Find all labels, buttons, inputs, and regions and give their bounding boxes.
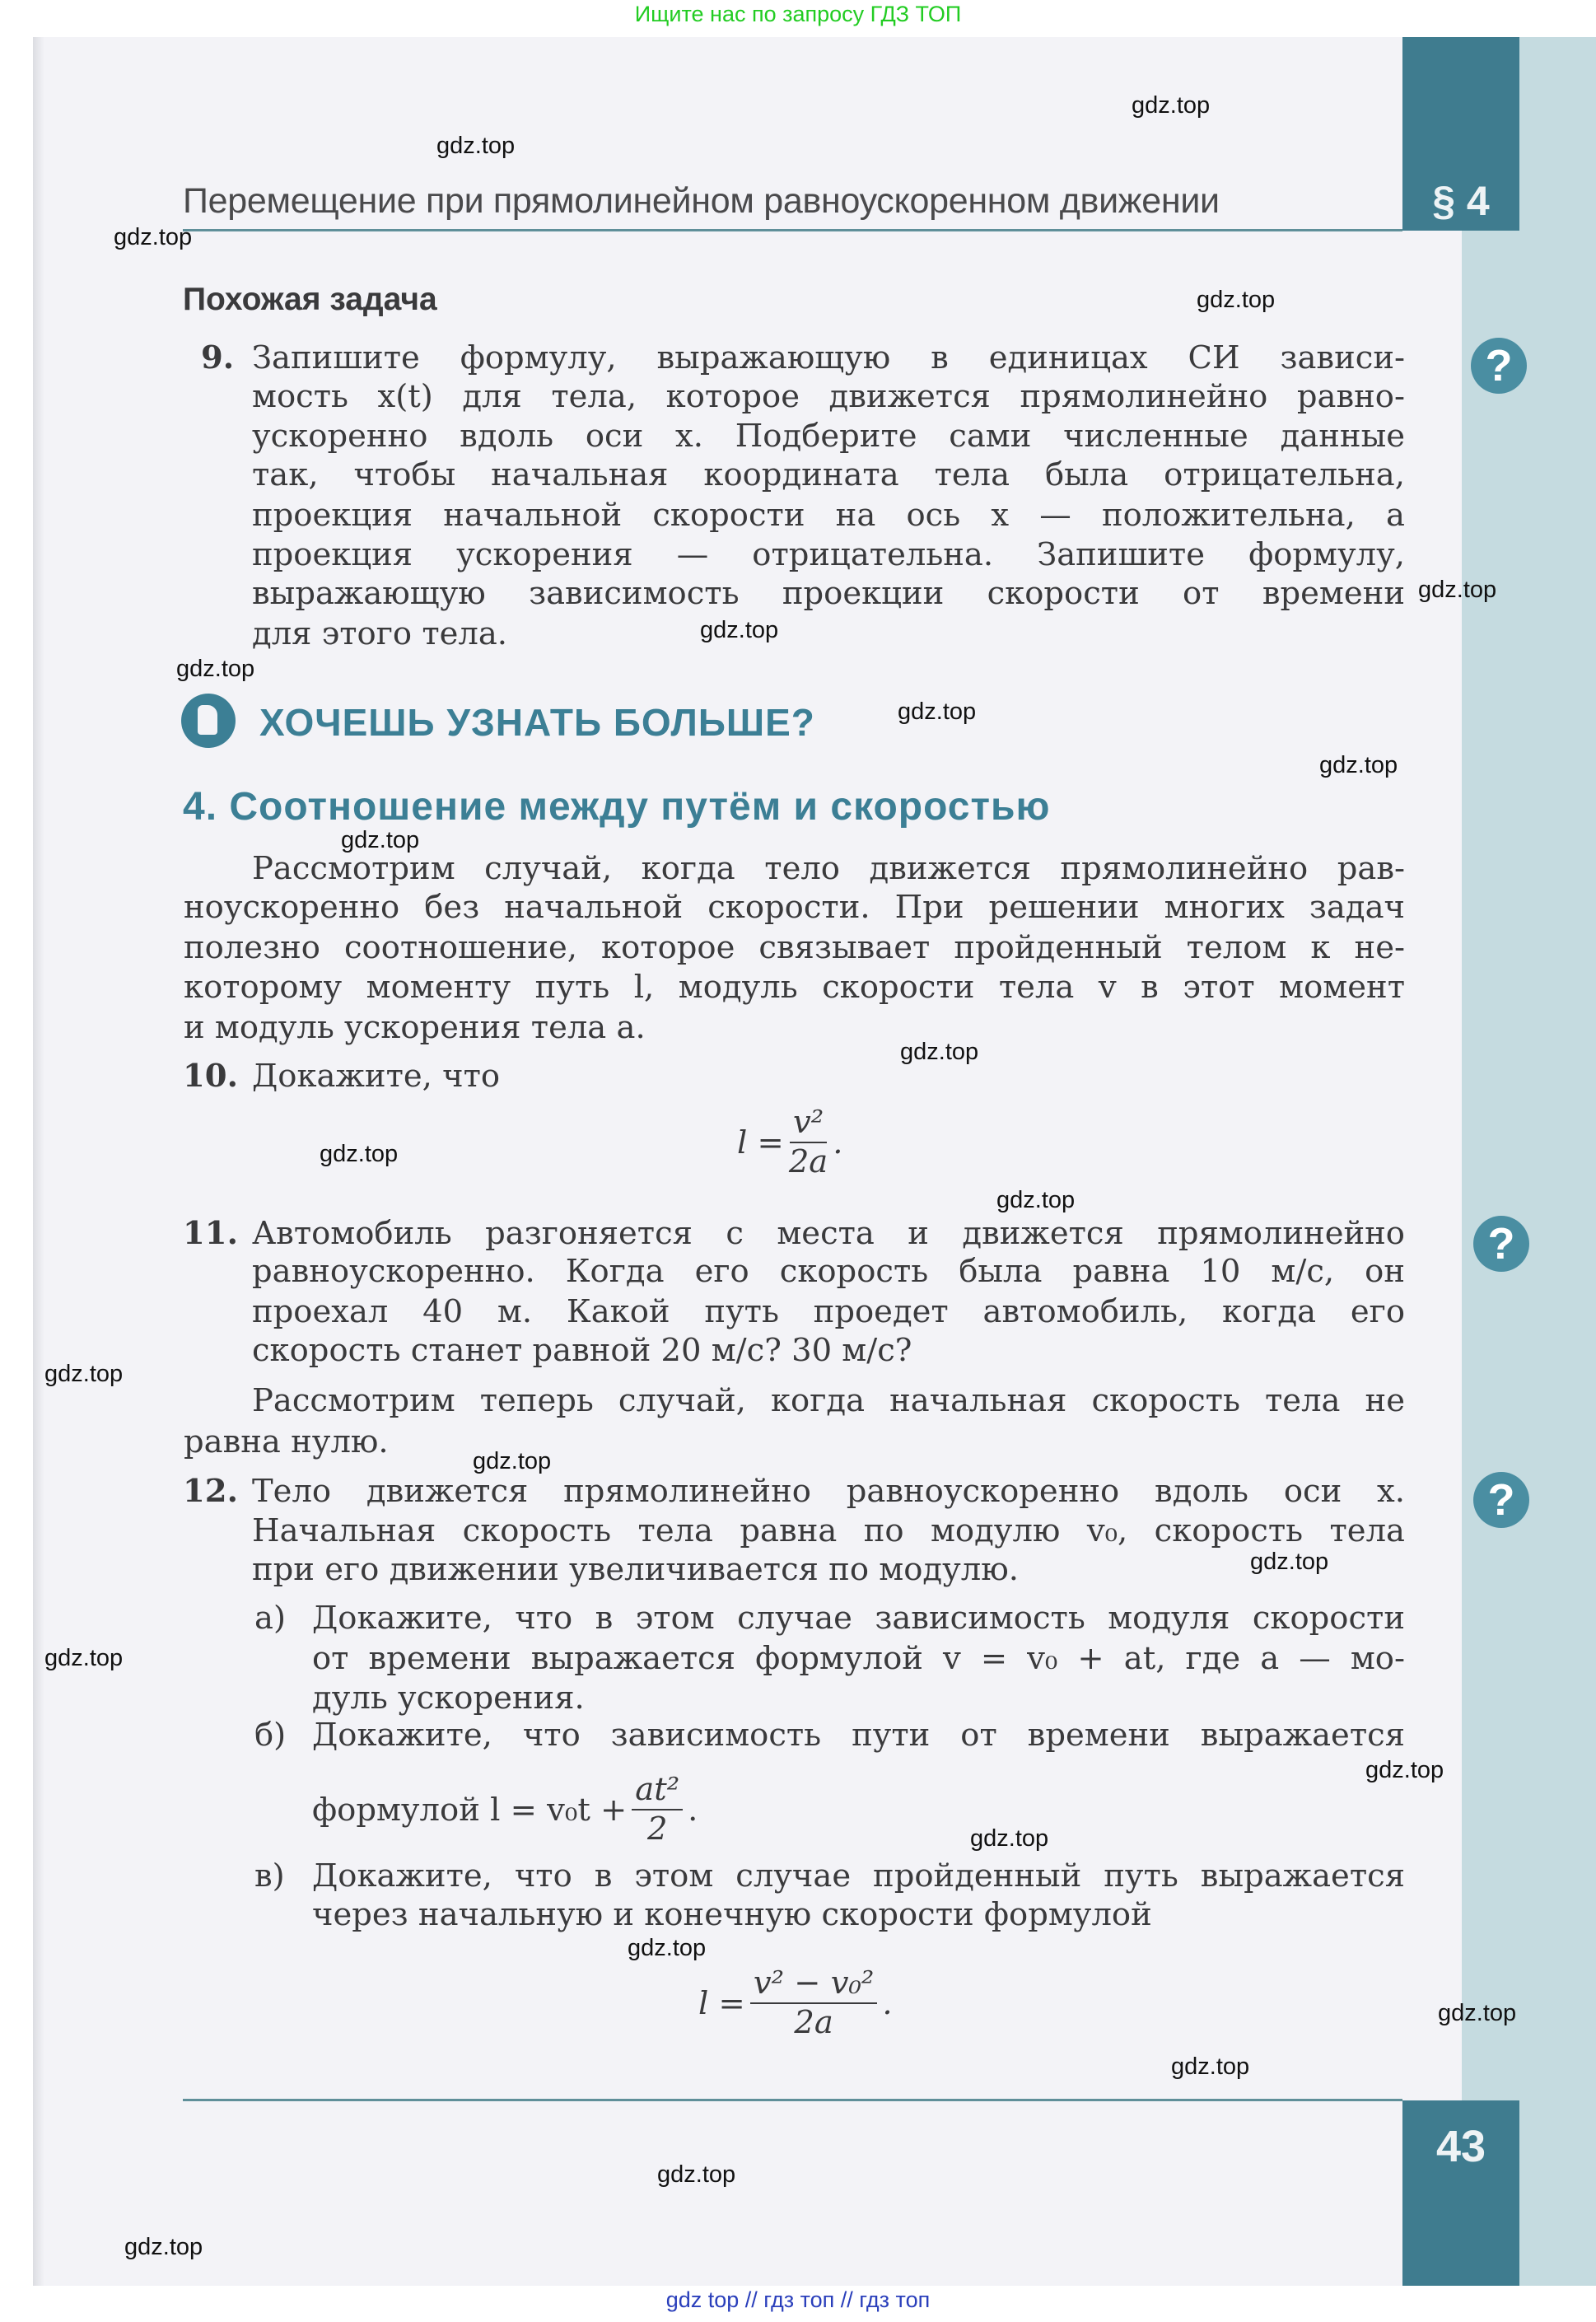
text-line: для этого тела. <box>252 615 508 652</box>
task-number: 9. <box>201 339 235 376</box>
task-number: 10. <box>183 1058 238 1095</box>
text-line: проехал 40 м. Какой путь проедет автомобиль, когда его <box>252 1293 1405 1330</box>
watermark: gdz.top <box>176 656 255 682</box>
watermark: gdz.top <box>341 827 420 853</box>
formula-denominator: 2a <box>788 1143 828 1180</box>
footer-divider <box>183 2099 1402 2101</box>
watermark: gdz.top <box>1418 577 1497 603</box>
watermark: gdz.top <box>700 617 779 643</box>
text-line: равна нулю. <box>184 1423 389 1460</box>
formula-numerator: v² <box>790 1104 827 1143</box>
text-line: равноускоренно. Когда его скорость была равна 10 м/с, он <box>252 1253 1405 1290</box>
page-number-badge <box>1402 2100 1519 2286</box>
text-line: ускоренно вдоль оси x. Подберите сами численные данные <box>252 418 1405 455</box>
text-line: скорость станет равной 20 м/с? 30 м/с? <box>252 1332 912 1369</box>
watermark: gdz.top <box>996 1187 1076 1213</box>
formula-denominator: 2 <box>646 1810 668 1848</box>
question-icon: ? <box>1473 1472 1529 1528</box>
text-line: Докажите, что в этом случае зависимость модуля скорости <box>312 1600 1405 1637</box>
watermark: gdz.top <box>657 2161 736 2188</box>
chapter-title: Перемещение при прямолинейном равноускоренном движении <box>183 181 1220 221</box>
formula-lhs: l = <box>737 1124 784 1161</box>
watermark: gdz.top <box>898 698 977 725</box>
page-number: 43 <box>1435 2122 1486 2171</box>
watermark: gdz.top <box>900 1039 979 1065</box>
text-line: Рассмотрим теперь случай, когда начальная скорость тела не <box>252 1382 1405 1419</box>
footer-links[interactable]: gdz top // гдз топ // гдз топ <box>665 2287 931 2312</box>
formula-lhs: l = <box>698 1984 745 2022</box>
header-divider <box>183 229 1402 231</box>
task-number: 12. <box>183 1473 238 1510</box>
text-line: Запишите формулу, выражающую в единицах СИ зависи- <box>252 339 1405 376</box>
watermark: gdz.top <box>1132 92 1211 119</box>
right-margin-bottom <box>1519 2100 1596 2286</box>
right-margin <box>1462 231 1596 2100</box>
thumbs-up-icon <box>181 694 236 748</box>
subtask-label: а) <box>254 1600 286 1637</box>
watermark: gdz.top <box>473 1448 552 1474</box>
watermark: gdz.top <box>970 1825 1049 1852</box>
task-text: Докажите, что <box>252 1058 501 1095</box>
text-line: полезно соотношение, которое связывает пройденный телом к не- <box>184 929 1405 966</box>
formula-path-time <box>312 1771 698 1848</box>
watermark: gdz.top <box>436 133 516 159</box>
formula-lhs: формулой l = v₀t + <box>312 1791 628 1829</box>
watermark: gdz.top <box>1438 2000 1517 2026</box>
watermark: gdz.top <box>1365 1757 1444 1783</box>
page-edge <box>33 37 44 2286</box>
text-line: мость x(t) для тела, которое движется прямолинейно равно- <box>252 378 1405 415</box>
formula-tail: . <box>833 1124 843 1161</box>
watermark: gdz.top <box>1171 2053 1250 2080</box>
section-badge-label: § 4 <box>1432 178 1490 224</box>
text-line: которому моменту путь l, модуль скорости тела v в этот момент <box>184 969 1405 1006</box>
watermark: gdz.top <box>1250 1549 1329 1575</box>
text-line: выражающую зависимость проекции скорости от времени <box>252 575 1405 612</box>
formula-path-velocities <box>698 1965 893 2042</box>
right-margin-top <box>1519 37 1596 231</box>
text-line: через начальную и конечную скорости формулой <box>312 1896 1152 1933</box>
formula-tail: . <box>688 1791 698 1829</box>
text-line: при его движении увеличивается по модулю. <box>252 1551 1019 1588</box>
text-line: ноускоренно без начальной скорости. При решении многих задач <box>184 889 1405 926</box>
want-to-know-more-heading: ХОЧЕШЬ УЗНАТЬ БОЛЬШЕ? <box>259 701 815 744</box>
question-icon: ? <box>1471 338 1527 394</box>
watermark: gdz.top <box>114 224 193 250</box>
text-line: Рассмотрим случай, когда тело движется прямолинейно рав- <box>252 850 1405 887</box>
text-line: проекция ускорения — отрицательна. Запишите формулу, <box>252 536 1405 573</box>
text-line: Начальная скорость тела равна по модулю v₀, скорость тела <box>252 1512 1405 1549</box>
section-badge <box>1402 37 1519 231</box>
question-icon: ? <box>1473 1216 1529 1272</box>
watermark: gdz.top <box>44 1645 124 1671</box>
text-line: дуль ускорения. <box>312 1680 585 1717</box>
watermark: gdz.top <box>320 1141 399 1167</box>
watermark: gdz.top <box>124 2234 203 2260</box>
subtask-label: б) <box>254 1717 287 1754</box>
search-banner[interactable]: Ищите нас по запросу ГДЗ ТОП <box>634 2 962 26</box>
formula-denominator: 2a <box>794 2004 833 2041</box>
formula-numerator: v² − v₀² <box>750 1965 878 2004</box>
section-title: 4. Соотношение между путём и скоростью <box>183 785 1051 829</box>
text-line: от времени выражается формулой v = v₀ + at, где a — мо- <box>312 1640 1405 1677</box>
subtask-label: в) <box>254 1857 285 1895</box>
text-line: проекция начальной скорости на ось x — положительна, а <box>252 497 1405 534</box>
text-line: и модуль ускорения тела a. <box>184 1009 646 1046</box>
watermark: gdz.top <box>1319 752 1398 778</box>
text-line: Автомобиль разгоняется с места и движется прямолинейно <box>252 1215 1405 1252</box>
formula-numerator: at² <box>632 1771 683 1810</box>
formula-l-v2-2a <box>737 1104 843 1181</box>
text-line: Докажите, что в этом случае пройденный путь выражается <box>312 1857 1405 1895</box>
watermark: gdz.top <box>44 1361 124 1387</box>
similar-task-heading: Похожая задача <box>183 282 437 317</box>
watermark: gdz.top <box>628 1935 707 1961</box>
text-line: так, чтобы начальная координата тела была отрицательна, <box>252 456 1405 493</box>
formula-tail: . <box>882 1984 893 2022</box>
subtask-text: Докажите, что зависимость пути от времени выражается <box>312 1717 1405 1754</box>
text-line: Тело движется прямолинейно равноускоренно вдоль оси x. <box>252 1473 1405 1510</box>
watermark: gdz.top <box>1197 287 1276 313</box>
task-number: 11. <box>183 1215 238 1252</box>
